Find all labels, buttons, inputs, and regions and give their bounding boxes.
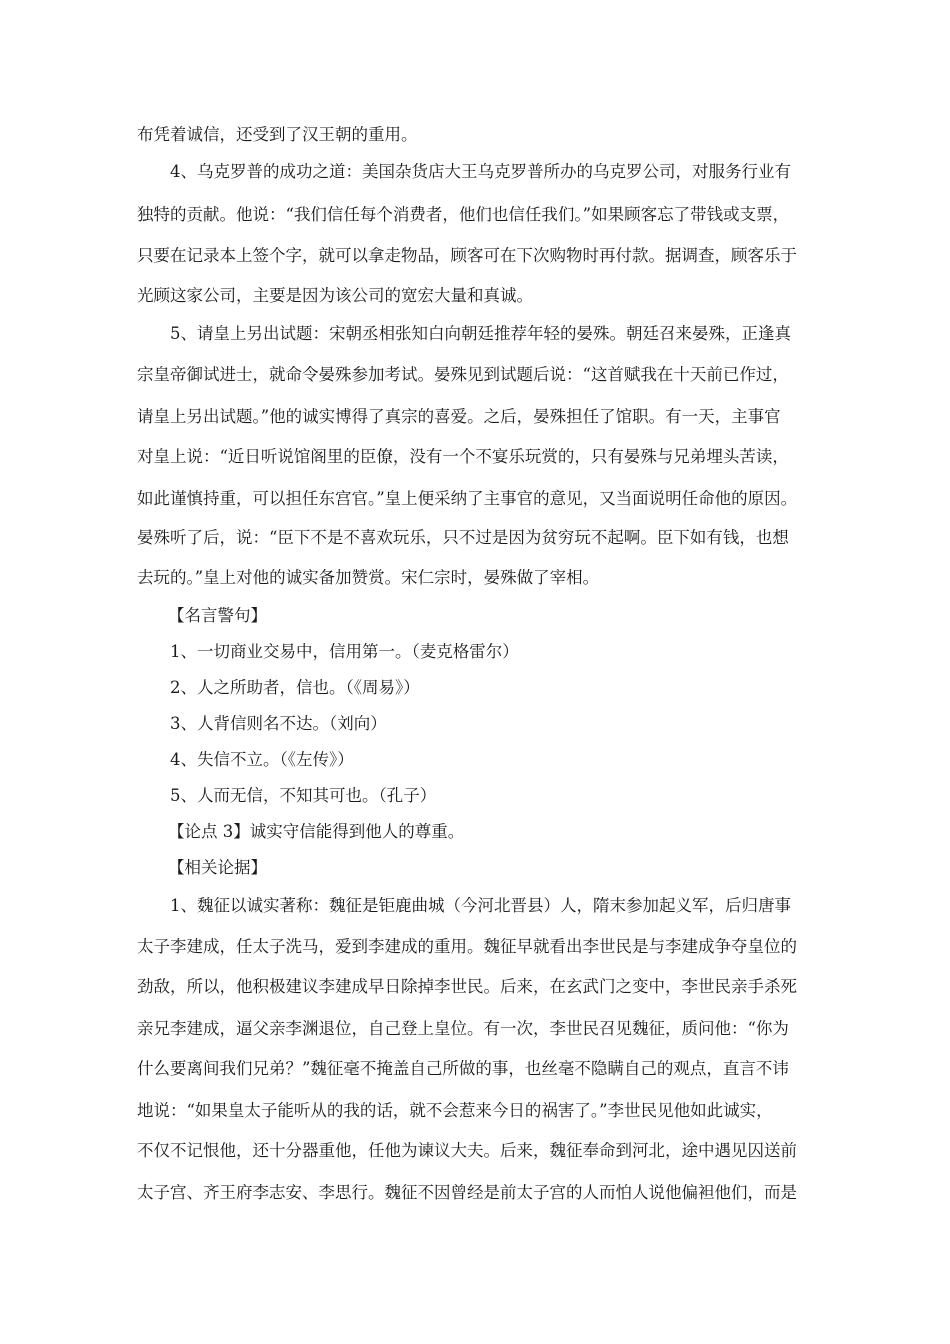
paragraph-line: 什么要离间我们兄弟？”魏征毫不掩盖自己所做的事，也丝毫不隐瞒自己的观点，直言不讳	[137, 1059, 789, 1078]
paragraph-line: 去玩的。”皇上对他的诚实备加赞赏。宋仁宗时，晏殊做了宰相。	[137, 568, 600, 587]
paragraph-line: 只要在记录本上签个字，就可以拿走物品，顾客可在下次购物时再付款。据调查，顾客乐于	[137, 246, 797, 265]
paragraph-line: 对皇上说：“近日听说馆阁里的臣僚，没有一个不宴乐玩赏的，只有晏殊与兄弟埋头苦读，	[137, 447, 789, 466]
paragraph-line: 4、乌克罗普的成功之道：美国杂货店大王乌克罗普所办的乌克罗公司，对服务行业有	[170, 162, 791, 181]
argument-heading: 【论点 3】诚实守信能得到他人的尊重。	[168, 822, 465, 841]
quote-item: 2、人之所助者，信也。（《周易》）	[170, 678, 420, 697]
paragraph-line: 晏殊听了后，说：“臣下不是不喜欢玩乐，只不过是因为贫穷玩不起啊。臣下如有钱，也想	[137, 528, 789, 547]
paragraph-line: 太子宫、齐王府李志安、李思行。魏征不因曾经是前太子宫的人而怕人说他偏袒他们，而是	[137, 1183, 797, 1202]
paragraph-line: 地说：“如果皇太子能听从的我的话，就不会惹来今日的祸害了。”李世民见他如此诚实，	[137, 1101, 773, 1120]
section-heading: 【名言警句】	[168, 606, 267, 625]
paragraph-line: 如此谨慎持重，可以担任东宫官。”皇上便采纳了主事官的意见，又当面说明任命他的原因。	[137, 489, 798, 508]
paragraph-line: 宗皇帝御试进士，就命令晏殊参加考试。晏殊见到试题后说：“这首赋我在十天前已作过，	[137, 365, 789, 384]
paragraph-line: 亲兄李建成，逼父亲李渊退位，自己登上皇位。有一次，李世民召见魏征，质问他：“你为	[137, 1019, 789, 1038]
quote-item: 3、人背信则名不达。（刘向）	[170, 714, 387, 733]
paragraph-line: 太子李建成，任太子洗马，爱到李建成的重用。魏征早就看出李世民是与李建成争夺皇位的	[137, 937, 797, 956]
quote-item: 4、失信不立。（《左传》）	[170, 750, 354, 769]
paragraph-line: 1、魏征以诚实著称：魏征是钜鹿曲城（今河北晋县）人，隋末参加起义军，后归唐事	[170, 896, 791, 915]
quote-item: 5、人而无信，不知其可也。（孔子）	[170, 786, 437, 805]
paragraph-line: 光顾这家公司，主要是因为该公司的宽宏大量和真诚。	[137, 286, 533, 305]
paragraph-line: 请皇上另出试题。”他的诚实博得了真宗的喜爱。之后，晏殊担任了馆职。有一天，主事官	[137, 407, 781, 426]
paragraph-line: 不仅不记恨他，还十分器重他，任他为谏议大夫。后来，魏征奉命到河北，途中遇见囚送前	[137, 1141, 797, 1160]
paragraph-line: 独特的贡献。他说：“我们信任每个消费者，他们也信任我们。”如果顾客忘了带钱或支票，	[137, 205, 790, 224]
quote-item: 1、一切商业交易中，信用第一。（麦克格雷尔）	[170, 642, 519, 661]
paragraph-line: 劲敌，所以，他积极建议李建成早日除掉李世民。后来，在玄武门之变中，李世民亲手杀死	[137, 977, 797, 996]
paragraph-line: 5、请皇上另出试题：宋朝丞相张知白向朝廷推荐年轻的晏殊。朝廷召来晏殊，正逢真	[170, 324, 791, 343]
paragraph-line: 布凭着诚信，还受到了汉王朝的重用。	[137, 125, 418, 144]
section-heading: 【相关论据】	[168, 858, 267, 877]
